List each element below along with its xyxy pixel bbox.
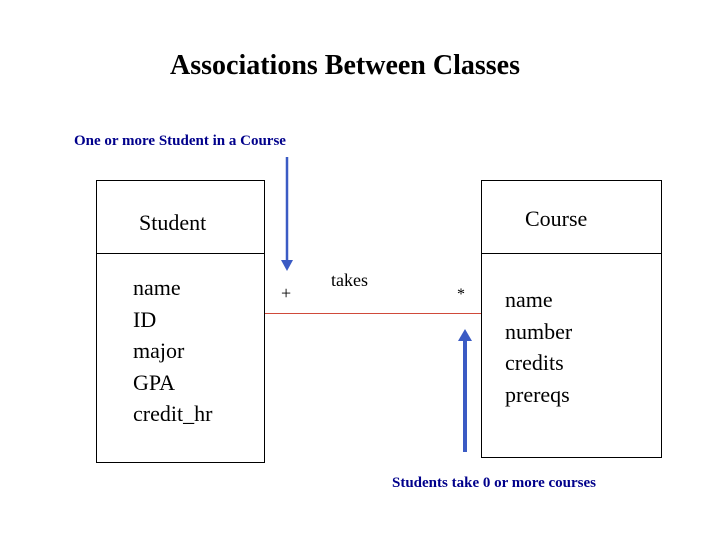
course-divider [482,253,661,254]
course-class-box [481,180,662,458]
student-class-box [96,180,265,463]
course-attributes [505,284,572,410]
student-attr: major [133,338,185,363]
association-name: takes [331,270,368,290]
course-attr: credits [505,350,564,375]
student-attr: credit_hr [133,401,213,426]
association-line [265,313,481,314]
course-attr: name [505,287,553,312]
student-multiplicity: + [281,283,292,303]
student-attr: GPA [133,369,175,395]
student-attributes [133,272,212,430]
student-attr: ID [133,306,157,332]
course-attr: number [505,318,573,344]
student-attr: name [133,275,181,300]
course-class-name: Course [525,206,588,231]
up-arrowhead [458,329,472,341]
note-bottom: Students take 0 or more courses [392,475,597,491]
page-title: Associations Between Classes [170,50,520,81]
course-attr: prereqs [505,381,570,407]
student-class-name: Student [139,210,207,235]
note-top: One or more Student in a Course [74,133,286,149]
down-arrowhead [281,260,293,271]
course-multiplicity: * [457,286,465,303]
student-divider [97,253,264,254]
